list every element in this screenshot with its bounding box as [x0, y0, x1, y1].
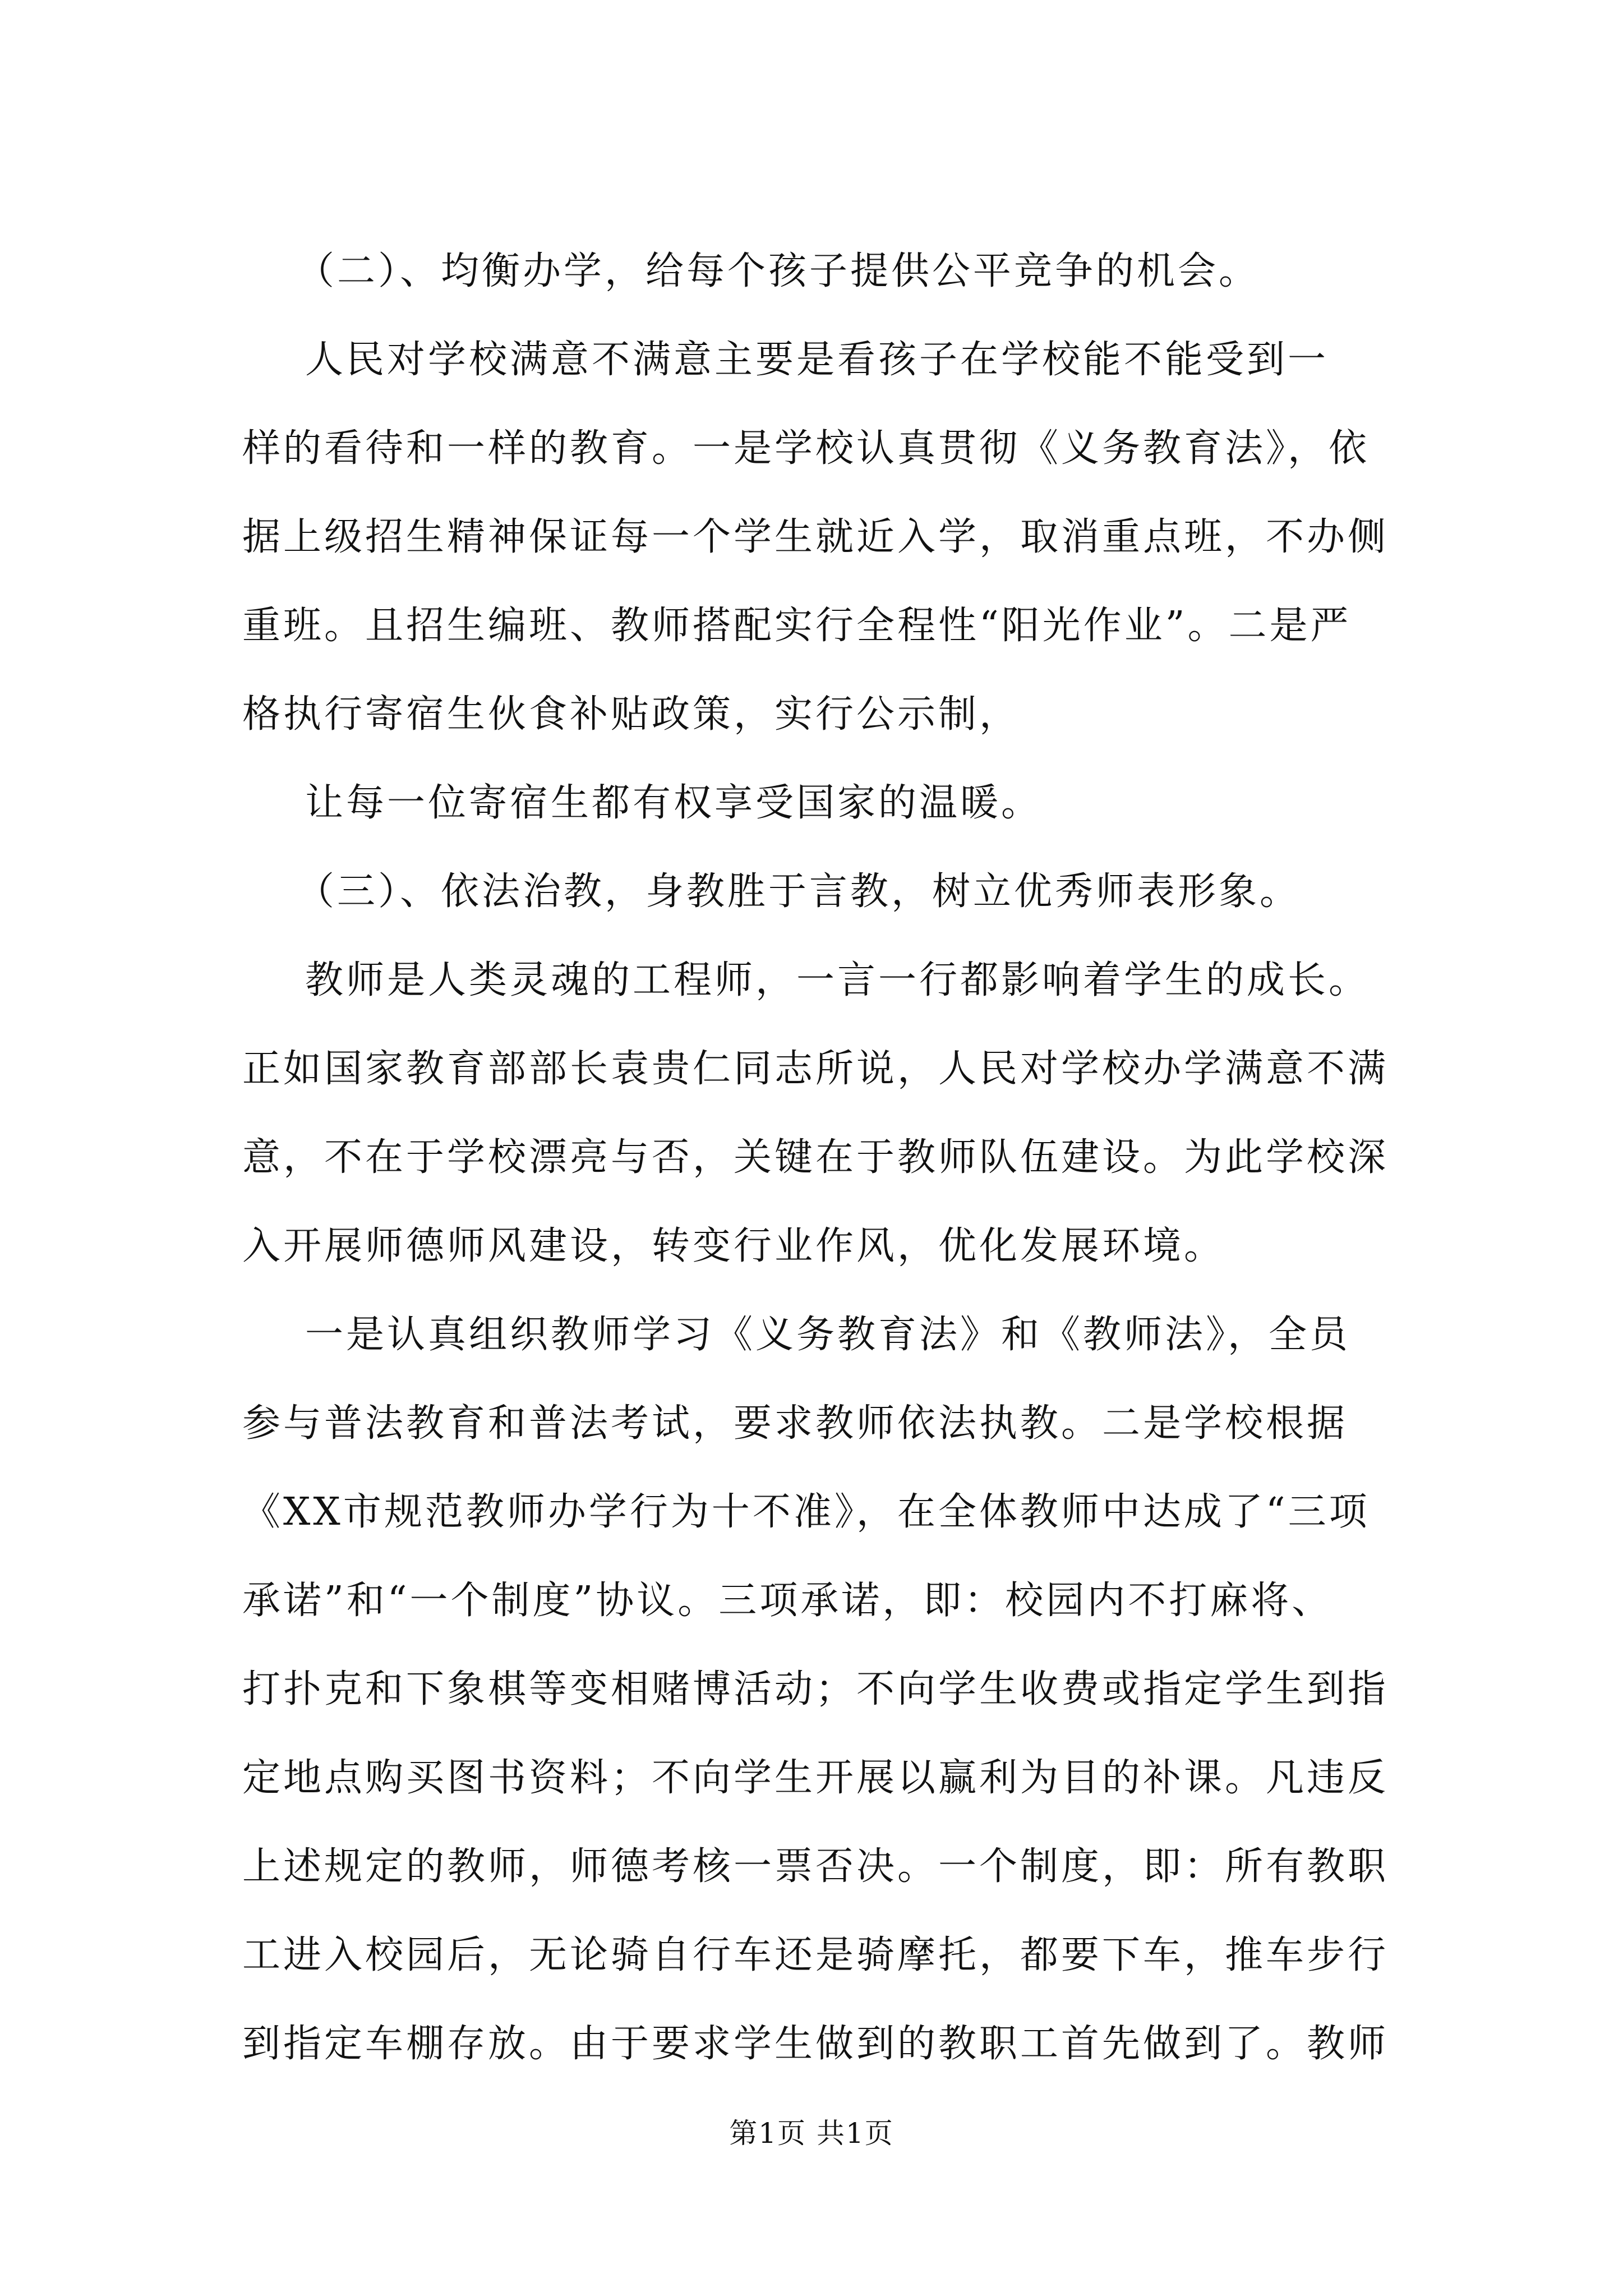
- paragraph-line: 定地点购买图书资料；不向学生开展以赢利为目的补课。凡违反: [242, 1756, 1389, 1800]
- paragraph-line: 《XX市规范教师办学行为十不准》，在全体教师中达成了“三项: [242, 1490, 1370, 1534]
- paragraph-line: 意，不在于学校漂亮与否，关键在于教师队伍建设。为此学校深: [242, 1135, 1389, 1180]
- paragraph-line: 格执行寄宿生伙食补贴政策，实行公示制，: [242, 692, 1021, 737]
- paragraph-line: 参与普法教育和普法考试，要求教师依法执教。二是学校根据: [242, 1401, 1348, 1446]
- page-footer: 第1页 共1页: [729, 2117, 894, 2150]
- paragraph-line: 让每一位寄宿生都有权享受国家的温暖。: [305, 781, 1043, 825]
- paragraph-line: 工进入校园后，无论骑自行车还是骑摩托，都要下车，推车步行: [242, 1933, 1389, 1977]
- paragraph-line: 上述规定的教师，师德考核一票否决。一个制度，即：所有教职: [242, 1844, 1389, 1889]
- paragraph-line: 正如国家教育部部长袁贵仁同志所说，人民对学校办学满意不满: [242, 1047, 1389, 1091]
- paragraph-line: 样的看待和一样的教育。一是学校认真贯彻《义务教育法》，依: [242, 426, 1370, 471]
- section-heading-3: （三）、依法治教，身教胜于言教，树立优秀师表形象。: [296, 869, 1301, 914]
- paragraph-line: 重班。且招生编班、教师搭配实行全程性“阳光作业”。二是严: [242, 604, 1352, 648]
- paragraph-line: 到指定车棚存放。由于要求学生做到的教职工首先做到了。教师: [242, 2022, 1389, 2066]
- paragraph-line: 教师是人类灵魂的工程师，一言一行都影响着学生的成长。: [305, 958, 1370, 1002]
- paragraph-line: 据上级招生精神保证每一个学生就近入学，取消重点班，不办侧: [242, 515, 1389, 559]
- paragraph-line: 承诺”和“一个制度”协议。三项承诺，即：校园内不打麻将、: [242, 1579, 1333, 1623]
- paragraph-line: 人民对学校满意不满意主要是看孩子在学校能不能受到一: [305, 338, 1329, 382]
- paragraph-line: 入开展师德师风建设，转变行业作风，优化发展环境。: [242, 1224, 1225, 1268]
- section-heading-2: （二）、均衡办学，给每个孩子提供公平竞争的机会。: [296, 249, 1260, 293]
- paragraph-line: 一是认真组织教师学习《义务教育法》和《教师法》，全员: [305, 1313, 1351, 1357]
- paragraph-line: 打扑克和下象棋等变相赌博活动；不向学生收费或指定学生到指: [242, 1667, 1389, 1711]
